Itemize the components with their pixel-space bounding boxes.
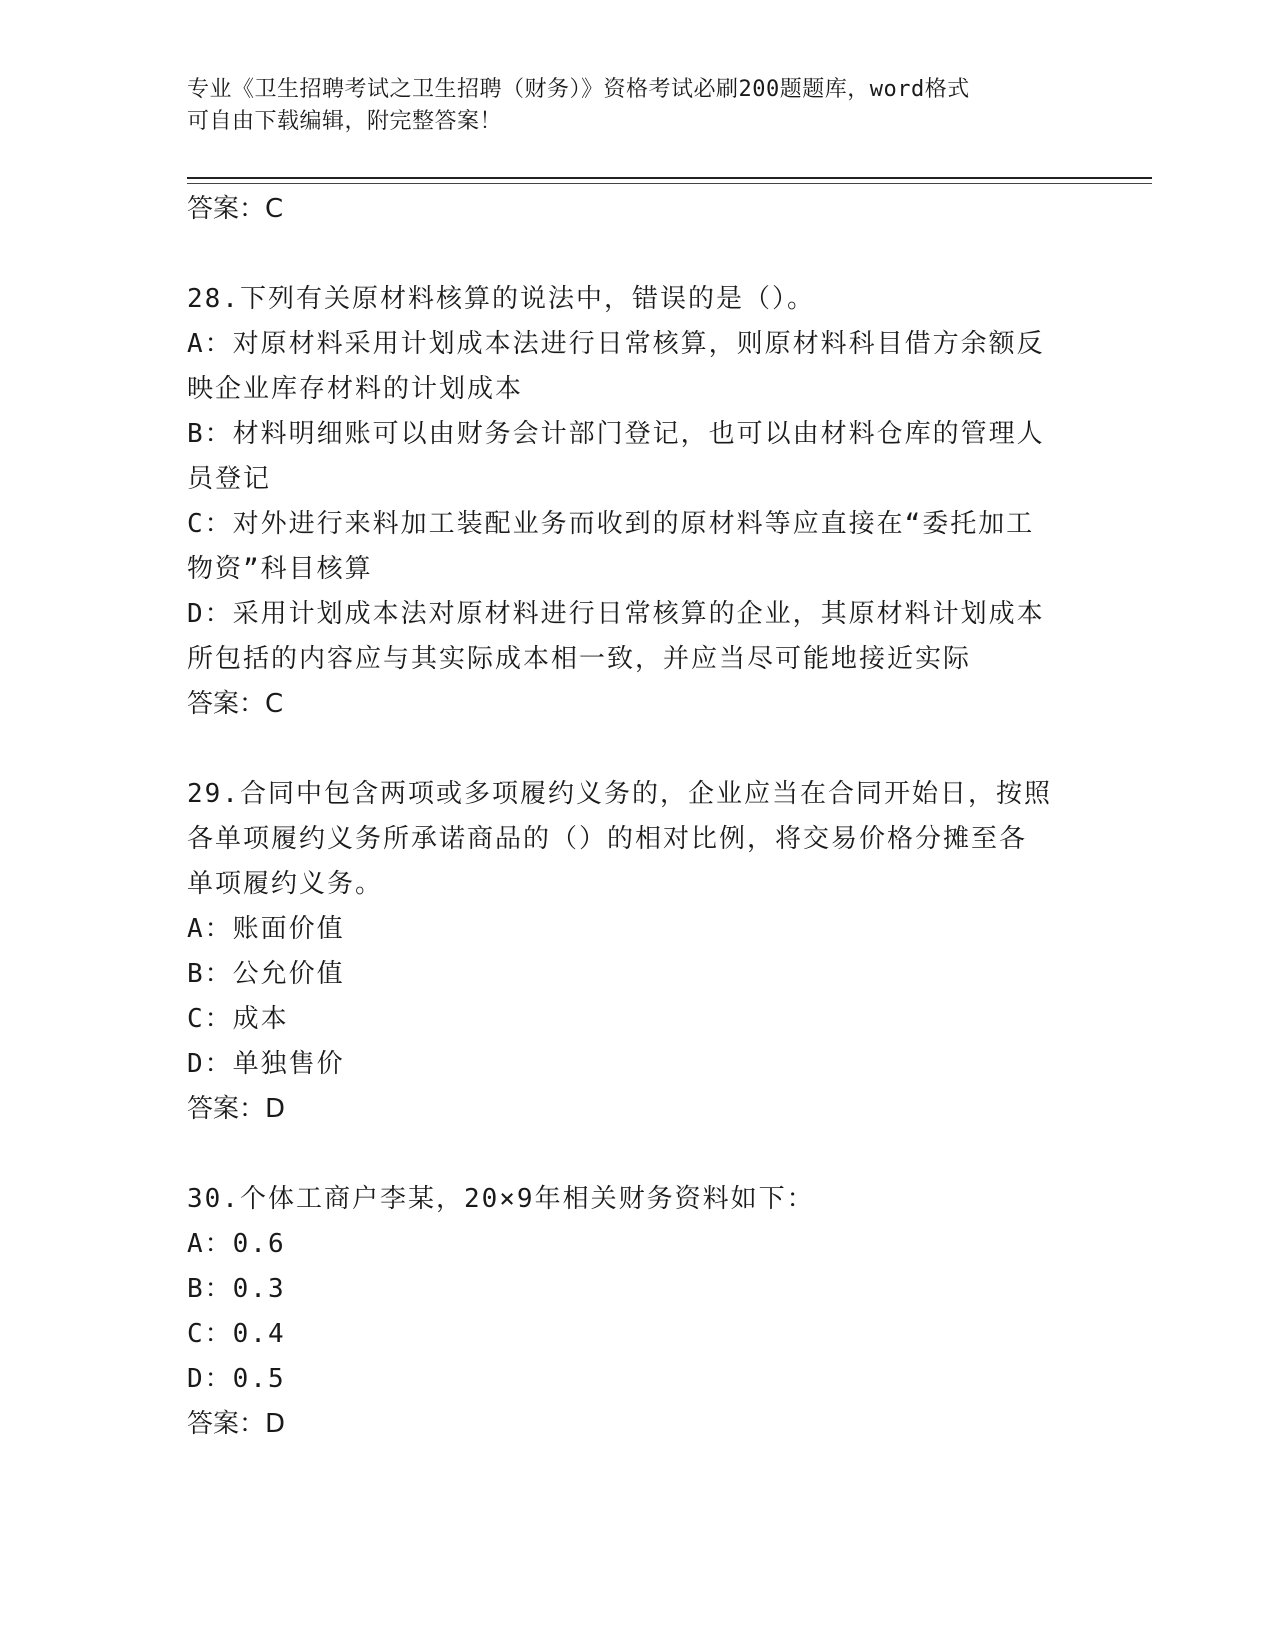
question-29-option-a: A：账面价值 <box>187 914 345 944</box>
question-29-answer: 答案：D <box>187 1094 286 1124</box>
question-29-stem-cont: 各单项履约义务所承诺商品的（）的相对比例，将交易价格分摊至各 <box>187 824 1028 854</box>
spacer <box>187 727 1087 772</box>
question-28-option-c: C：对外进行来料加工装配业务而收到的原材料等应直接在“委托加工 <box>187 509 1035 539</box>
header-rule-thin <box>187 183 1152 184</box>
question-30 <box>187 1177 1087 1402</box>
header-line-2: 可自由下载编辑，附完整答案！ <box>187 109 503 134</box>
question-28-answer: 答案：C <box>187 689 284 719</box>
question-28-option-b-cont: 员登记 <box>187 464 272 494</box>
question-28-stem: 28.下列有关原材料核算的说法中，错误的是（）。 <box>187 284 815 314</box>
previous-answer: 答案：C <box>187 194 284 224</box>
question-28-option-a-cont: 映企业库存材料的计划成本 <box>187 374 524 404</box>
question-29-stem-end: 单项履约义务。 <box>187 869 384 899</box>
question-30-option-d: D：0.5 <box>187 1364 286 1394</box>
question-28-option-d: D：采用计划成本法对原材料进行日常核算的企业，其原材料计划成本 <box>187 599 1045 629</box>
question-29-option-c: C：成本 <box>187 1004 289 1034</box>
question-30-option-b: B：0.3 <box>187 1274 286 1304</box>
spacer <box>187 232 1087 277</box>
question-30-answer: 答案：D <box>187 1409 286 1439</box>
question-30-option-c: C：0.4 <box>187 1319 286 1349</box>
question-28-option-c-cont: 物资”科目核算 <box>187 554 373 584</box>
question-29-option-b: B：公允价值 <box>187 959 345 989</box>
question-28-option-b: B：材料明细账可以由财务会计部门登记，也可以由材料仓库的管理人 <box>187 419 1045 449</box>
question-29 <box>187 772 1087 1087</box>
spacer <box>187 1132 1087 1177</box>
question-28-option-d-cont: 所包括的内容应与其实际成本相一致，并应当尽可能地接近实际 <box>187 644 972 674</box>
question-30-stem: 30.个体工商户李某，20×9年相关财务资料如下： <box>187 1184 815 1214</box>
question-28 <box>187 277 1087 682</box>
header-line-1: 专业《卫生招聘考试之卫生招聘（财务）》资格考试必刷200题题库，word格式 <box>187 77 970 102</box>
question-content <box>187 187 1087 1447</box>
question-29-option-d: D：单独售价 <box>187 1049 345 1079</box>
question-29-stem: 29.合同中包含两项或多项履约义务的，企业应当在合同开始日，按照 <box>187 779 1052 809</box>
question-30-option-a: A：0.6 <box>187 1229 286 1259</box>
header-rule-thick <box>187 177 1152 179</box>
document-header <box>187 74 1087 138</box>
question-28-option-a: A：对原材料采用计划成本法进行日常核算，则原材料科目借方余额反 <box>187 329 1045 359</box>
